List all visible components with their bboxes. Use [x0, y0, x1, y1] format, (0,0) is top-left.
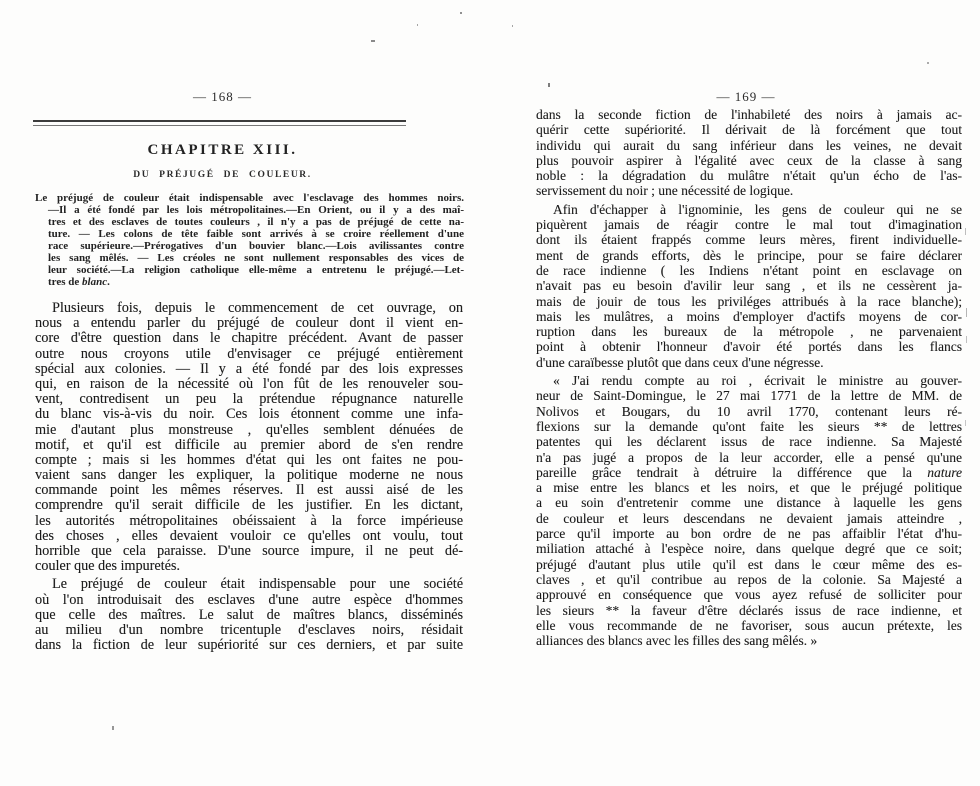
text-line: individu qui aurait du sang inférieur dans les veines, ne devait	[536, 137, 962, 153]
text-line: motif, et qu'il est difficile au premier abord de s'en rendre	[35, 437, 463, 453]
paragraph	[35, 301, 463, 574]
text-line: dont ils étaient frappés comme leurs mères, firent individuelle-	[536, 232, 962, 248]
scan-speck	[371, 40, 375, 42]
text-line: d'une caraïbesse plutôt que dans ceux d'une négresse.	[536, 354, 824, 370]
text-line: préjugé d'autant plus utile qu'il est dans le cœur même des es-	[536, 556, 962, 572]
text-line: spécial aux colonies. — Il y a été fondé par des lois expresses	[35, 361, 463, 377]
text-line: n'a pas jugé a propos de la leur accorder, elle a pensé qu'une	[536, 449, 962, 465]
double-rule	[33, 120, 406, 126]
text-line: vent, contredisent un peu la prétendue répugnance naturelle	[35, 392, 463, 408]
scan-speck	[460, 12, 462, 14]
text-line: elle vous recommande de ne favoriser, sous aucun prétexte, les	[536, 617, 962, 633]
text-line: race supérieure.—Prérogatives d'un bouvier blanc.—Lois avilissantes contre	[48, 240, 464, 252]
text-line: dans la fiction de leur supériorité sur ces derniers, et par suite	[35, 638, 463, 654]
text-line: ture. — Les colons de tête faible sont arrivés à se croire réellement d'une	[48, 228, 464, 240]
text-line: parce qu'il importe au bon ordre de ne pas affaiblir l'état d'hu-	[536, 526, 962, 542]
text-line: de couleur et leurs descendans ne devaient jamais atteindre ,	[536, 510, 962, 526]
text-line: mais les mulâtres, a moins d'employer d'actifs moyens de cor-	[536, 308, 962, 324]
scan-speck	[417, 24, 418, 26]
text-line: au milieu d'un nombre tricentuple d'esclaves noirs, résidait	[35, 622, 463, 638]
scan-speck	[512, 25, 513, 27]
scan-speck	[927, 62, 929, 64]
text-line: claves , et qu'il contribue au repos de la colonie. Sa Majesté a	[536, 571, 962, 587]
text-line: commande point les mêmes réserves. Il est aussi aisé de les	[35, 483, 463, 499]
text-line: piquèrent jamais de réagir contre le mal tout d'imagination	[536, 217, 962, 233]
paragraph	[536, 107, 962, 199]
chapter-argument	[35, 192, 464, 288]
text-line: de race indienne ( les Indiens n'étant point en esclavage on	[536, 262, 962, 278]
text-line: que celle des maîtres. Le salut de maîtres blancs, disséminés	[35, 607, 463, 623]
text-line: ruption dans les bureaux de la métropole , ne parvenaient	[536, 324, 962, 340]
text-line: mais de jouir de tous les priviléges attribués à la race blanche);	[536, 293, 962, 309]
text-line: alliances des blancs avec les filles des sang mêlés. »	[536, 633, 818, 649]
text-line: des choses , elles devaient vouloir ce qu'elles ont voulu, tout	[35, 528, 463, 544]
text-line: qui, en raison de la nécessité où l'on fût de les renouveler sou-	[35, 376, 463, 392]
paragraph	[536, 202, 962, 370]
text-line: compte ; mais si les hommes d'état qui les ont faites ne pou-	[35, 452, 463, 468]
scan-speck	[965, 420, 966, 426]
scan-speck	[966, 336, 967, 343]
italic-text: blanc	[82, 276, 108, 288]
text-line: a eu soin d'entretenir comme une distance à laquelle les gens	[536, 495, 962, 511]
text-line: noble : la dégradation du mulâtre n'était qu'un écho de l'as-	[536, 168, 962, 184]
text-line: tres et des esclaves de toutes couleurs , il n'y a pas de préjugé de cette na-	[48, 216, 464, 228]
text-line: les sieurs ** la faveur d'être déclarés issus de race indienne, et	[536, 602, 962, 618]
text-line: ment de grands efforts, dès le principe, pour se faire déclarer	[536, 247, 962, 263]
text-line: servissement du noir ; une nécessité de logique.	[536, 183, 794, 199]
text-line: Nolivos et Bougars, du 10 avril 1770, contenant leurs ré-	[536, 403, 962, 419]
body-text-right	[536, 107, 962, 648]
text-line: pareille grâce tendrait à détruire la différence que la nature	[536, 464, 962, 480]
text-line: couler que des impuretés.	[35, 559, 180, 575]
page-number-left: — 168 —	[193, 89, 252, 104]
text-line: les sang mêlés. — Les créoles ne sont nullement responsables des vices de	[48, 252, 464, 264]
paragraph	[536, 373, 962, 648]
text-line: core d'être question dans le chapitre précédent. Avant de passer	[35, 331, 463, 347]
text-line: comprendre qu'il serait difficile de les justifier. En les dictant,	[35, 498, 463, 514]
text-line: dans la seconde fiction de l'inhabileté des noirs à jamais ac-	[536, 107, 962, 122]
text-line: miliation attaché à l'espèce noire, dans quelque degré que ce soit;	[536, 541, 962, 557]
text-line: du blanc vis-à-vis du noir. Ces lois étonnent comme une infa-	[35, 407, 463, 423]
text-line: où l'on introduisait des esclaves d'une autre espèce d'hommes	[35, 592, 463, 608]
text-line: flexions sur la demande qu'ont faite les sieurs ** de lettres	[536, 418, 962, 434]
chapter-heading: CHAPITRE XIII.	[147, 142, 298, 158]
text-line: vaient sans danger les expliquer, la politique moderne ne nous	[35, 468, 463, 484]
text-line: patentes qui les déclarent issus de race indienne. Sa Majesté	[536, 434, 962, 450]
text-line: n'avait pas eu besoin d'avilir leur sang , et ils ne cessèrent ja-	[536, 278, 962, 294]
text-line: « J'ai rendu compte au roi , écrivait le ministre au gouver-	[553, 373, 962, 389]
paragraph	[35, 577, 463, 653]
scan-speck	[965, 228, 966, 235]
italic-text: nature	[927, 464, 962, 480]
text-line: Le préjugé de couleur était indispensable pour une société	[52, 577, 463, 593]
text-line: leur société.—La religion catholique elle-même a entretenu le préjugé.—Let-	[48, 264, 464, 276]
scan-speck	[966, 308, 967, 317]
scan-speck	[548, 83, 550, 87]
text-line: outre nous croyons utile d'envisager ce préjugé entièrement	[35, 346, 463, 362]
text-line: approuvé en conséquence que vous ayez refusé de solliciter pour	[536, 587, 962, 603]
text-line: a mise entre les blancs et les noirs, et que le préjugé politique	[536, 480, 962, 496]
text-line: tres de blanc.	[48, 276, 110, 288]
text-line: neur de Saint-Domingue, le 27 mai 1771 de la lettre de MM. de	[536, 388, 962, 404]
text-line: nous a entendu parler du préjugé de couleur dont il vient en-	[35, 316, 463, 332]
text-line: Le préjugé de couleur était indispensable avec l'esclavage des hommes noirs.	[35, 192, 464, 204]
body-text-left	[35, 301, 463, 653]
text-line: Plusieurs fois, depuis le commencement de cet ouvrage, on	[52, 301, 463, 316]
chapter-subheading: DU PRÉJUGÉ DE COULEUR.	[133, 170, 312, 180]
text-line: point à obtenir l'honneur d'avoir été portés dans les flancs	[536, 339, 962, 355]
text-line: mie d'autant plus monstreuse , qu'elles semblent dénuées de	[35, 422, 463, 438]
text-line: plus pouvoir aspirer à l'égalité avec ceux de la classe à sang	[536, 152, 962, 168]
text-line: —Il a été fondé par les lois métropolitaines.—En Orient, ou il y a des maî-	[48, 204, 464, 216]
text-line: quérir cette supériorité. Il dérivait de là forcément que tout	[536, 122, 962, 138]
page-number-right: — 169 —	[716, 89, 776, 104]
scan-speck	[112, 726, 114, 730]
text-line: Afin d'échapper à l'ignominie, les gens de couleur qui ne se	[553, 201, 962, 217]
text-line: les autorités métropolitaines obéissaient à la force impérieuse	[35, 513, 463, 529]
text-line: horrible que cela paraisse. D'une source impure, il ne peut dé-	[35, 544, 463, 559]
